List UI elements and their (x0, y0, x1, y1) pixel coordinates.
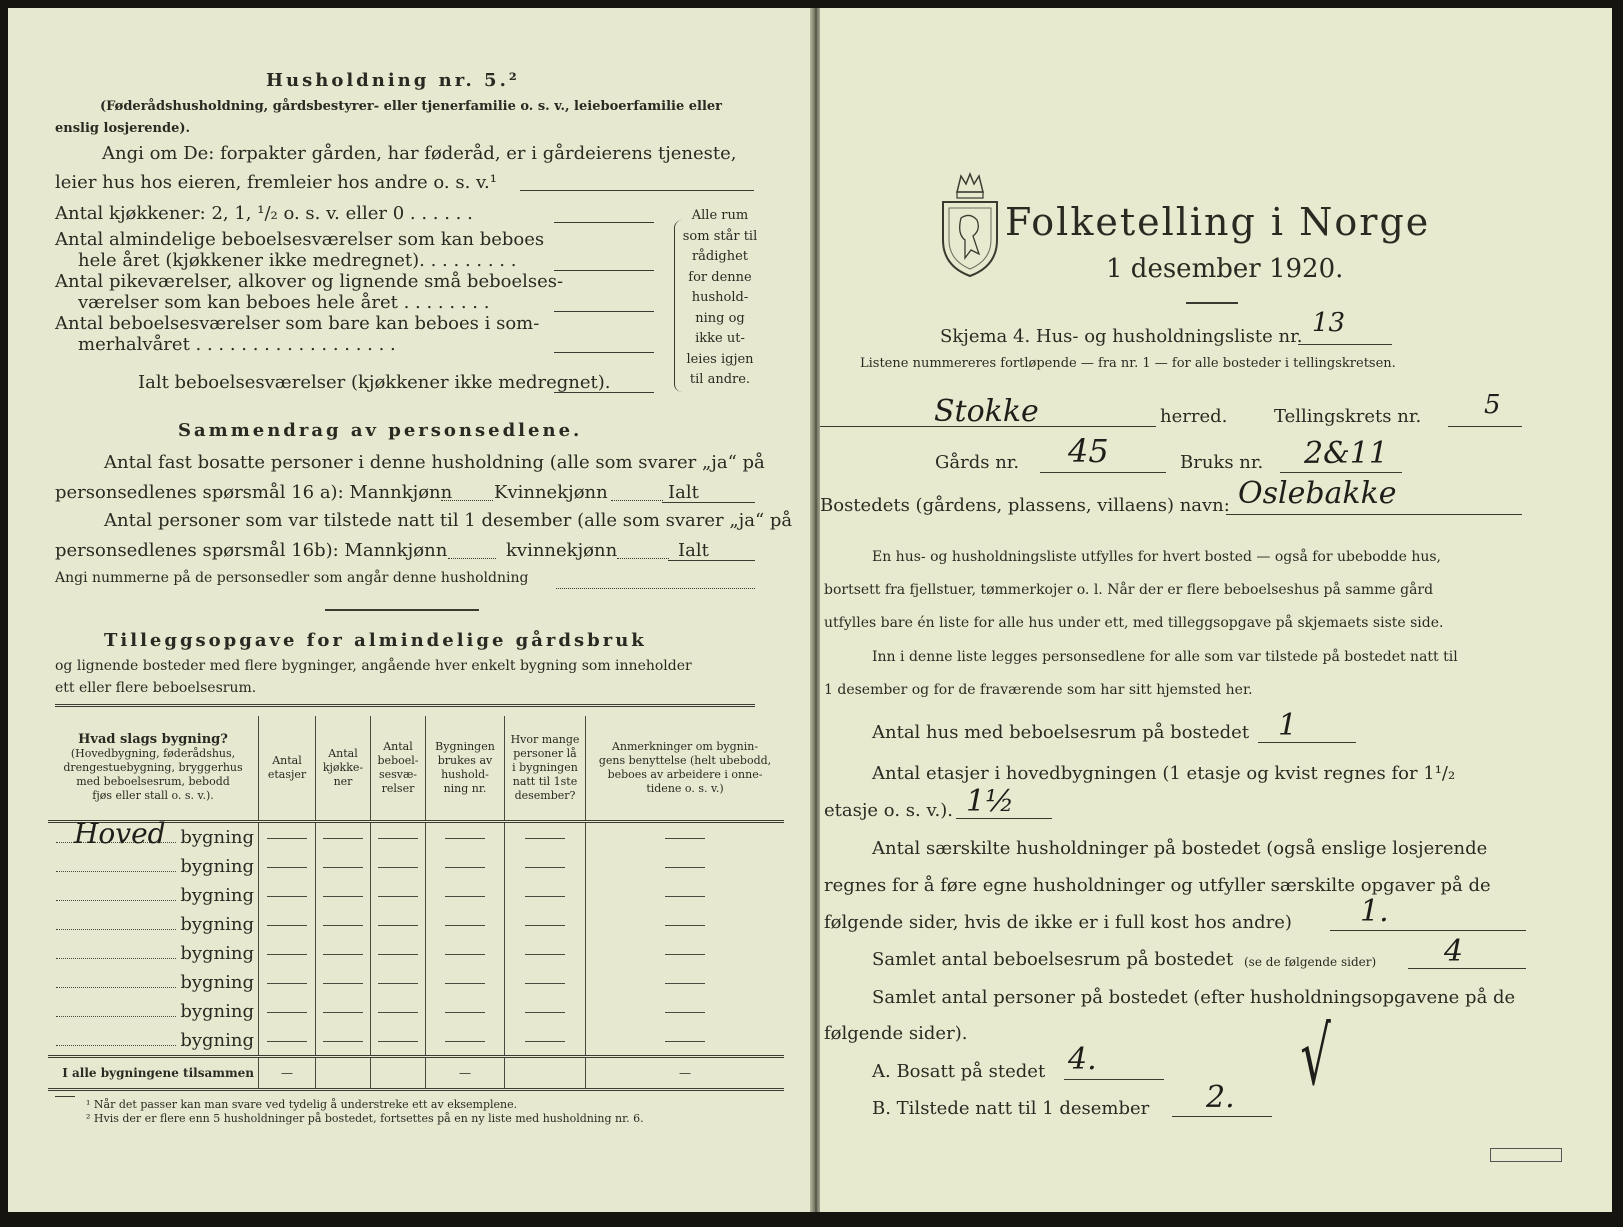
cell-line (378, 838, 418, 839)
building-type-cell[interactable] (48, 997, 259, 1026)
header-line: kjøkke- (322, 761, 364, 774)
cell-line (378, 1012, 418, 1013)
cell-line (665, 925, 705, 926)
table-cell[interactable] (426, 939, 505, 968)
table-cell[interactable] (586, 881, 785, 910)
question-small-rooms-1: Antal pikeværelser, alkover og lignende små beboelses- (55, 271, 564, 292)
cell-line (445, 1041, 485, 1042)
cell-line (323, 983, 363, 984)
table-row (48, 997, 784, 1026)
cell-line (267, 1012, 307, 1013)
sammendrag-title: Sammendrag av personsedlene. (178, 420, 583, 441)
norway-coat-of-arms-icon (935, 170, 1005, 280)
header-line: med beboelsesrum, bebodd (76, 775, 230, 788)
header-line: Antal (383, 740, 413, 753)
instruction-2: bortsett fra fjellstuer, tømmerkojer o. l. Når der er flere beboelseshus på samme gård (824, 582, 1434, 598)
brace-note (678, 206, 762, 391)
table-cell[interactable] (316, 910, 371, 939)
building-type-cell[interactable] (48, 1026, 259, 1057)
cell-line (445, 896, 485, 897)
table-cell[interactable] (316, 822, 371, 853)
sum-cell[interactable]: — (586, 1057, 785, 1090)
herred-value: Stokke (934, 394, 1039, 429)
header-line: natt til 1ste (512, 775, 578, 788)
angi-nummerne: Angi nummerne på de personsedler som angår denne husholdning (55, 570, 529, 586)
instruction-5: 1 desember og for de fraværende som har sitt hjemsted her. (824, 682, 1253, 698)
header-line: Bygningen (435, 740, 495, 753)
etasjer-value: 1½ (966, 784, 1015, 819)
cell-line (665, 867, 705, 868)
table-cell[interactable] (371, 968, 426, 997)
table-cell[interactable] (505, 910, 586, 939)
table-row (48, 910, 784, 939)
table-cell[interactable] (586, 939, 785, 968)
buildings-table (48, 716, 784, 1091)
building-type-cell[interactable] (48, 852, 259, 881)
table-cell[interactable] (505, 852, 586, 881)
brace-note-line: til andre. (689, 372, 751, 387)
table-cell[interactable] (316, 852, 371, 881)
cell-line (378, 1041, 418, 1042)
angi-line-1: Angi om De: forpakter gården, har føderåd, er i gårdeierens tjeneste, (102, 143, 737, 164)
table-cell[interactable] (259, 997, 316, 1026)
bruks-answer-line (1280, 472, 1402, 473)
building-type-cell[interactable] (48, 881, 259, 910)
table-cell[interactable] (316, 939, 371, 968)
table-cell[interactable] (586, 968, 785, 997)
header-line: Hvad slags bygning? (78, 732, 228, 747)
brace-note-line: ning og (695, 310, 745, 326)
sammendrag-line-4: personsedlenes spørsmål 16b): Mannkjønn (55, 540, 448, 561)
header-line: ner (333, 775, 353, 788)
answer-line-rooms (554, 270, 654, 271)
cell-line (665, 954, 705, 955)
sum-cell[interactable]: — (426, 1057, 505, 1090)
tillegg-line-2: ett eller flere beboelsesrum. (55, 680, 257, 696)
header-line: drengestuebygning, bryggerhus (63, 761, 243, 774)
cell-line (665, 896, 705, 897)
header-floors (259, 716, 316, 822)
header-line: fjøs eller stall o. s. v.). (92, 789, 214, 802)
bosted-value: Oslebakke (1238, 476, 1397, 511)
header-line: etasjer (267, 768, 307, 781)
question-rooms-2: hele året (kjøkkener ikke medregnet). . . . . . . . . (78, 250, 517, 271)
ialt-answer-line-2 (668, 560, 755, 561)
ialt-rooms-line: Ialt beboelsesværelser (kjøkkener ikke medregnet). (138, 372, 611, 393)
building-label: bygning (180, 856, 254, 877)
building-type-line (56, 958, 176, 959)
building-type-handwritten: Hoved (74, 817, 166, 850)
printer-stamp (1490, 1148, 1562, 1162)
tellingskrets-value: 5 (1484, 390, 1501, 420)
cell-line (525, 838, 565, 839)
husholdninger-line-1: Antal særskilte husholdninger på bostedet (også enslige losjerende (872, 838, 1488, 859)
cell-line (525, 1012, 565, 1013)
brace-note-line: rådighet (691, 249, 749, 264)
cell-line (665, 1041, 705, 1042)
building-label: bygning (180, 914, 254, 935)
cell-line (665, 983, 705, 984)
title-divider (1186, 302, 1238, 304)
household-subtitle-1: (Føderådshusholdning, gårdsbestyrer- eller tjenerfamilie o. s. v., leieboerfamilie eller (100, 99, 723, 114)
husholdninger-line-2: regnes for å føre egne husholdninger og utfyller særskilte opgaver på de (824, 875, 1491, 896)
bosted-label: Bostedets (gårdens, plassens, villaens) navn: (820, 495, 1230, 516)
table-cell[interactable] (316, 968, 371, 997)
cell-line (525, 1041, 565, 1042)
tilstede-label: B. Tilstede natt til 1 desember (872, 1098, 1150, 1119)
header-line: (Hovedbygning, føderådshus, (70, 747, 236, 760)
header-line: Antal (272, 754, 302, 767)
cell-line (445, 838, 485, 839)
kvinne-label: Kvinnekjønn (494, 482, 608, 503)
tellingskrets-answer-line (1448, 426, 1522, 427)
header-kitchens (316, 716, 371, 822)
cell-line (525, 896, 565, 897)
building-type-line (56, 1045, 176, 1046)
instruction-4: Inn i denne liste legges personsedlene for alle som var tilstede på bostedet natt til (872, 649, 1458, 665)
gards-label: Gårds nr. (935, 452, 1020, 473)
header-line: Hvor mange (510, 733, 580, 746)
cell-line (378, 954, 418, 955)
table-cell[interactable] (586, 1026, 785, 1057)
etasjer-line-1: Antal etasjer i hovedbygningen (1 etasje og kvist regnes for 1¹/₂ (872, 763, 1456, 784)
herred-label: herred. (1160, 406, 1228, 427)
table-cell[interactable] (259, 939, 316, 968)
check-mark: √ (1300, 1010, 1331, 1103)
sum-cell[interactable]: — (259, 1057, 316, 1090)
bosatt-label: A. Bosatt på stedet (872, 1061, 1046, 1082)
footnote-rule (55, 1096, 75, 1097)
samlet-personer-line-2: følgende sider). (824, 1023, 968, 1044)
table-cell[interactable] (371, 822, 426, 853)
table-cell[interactable] (371, 910, 426, 939)
building-label: bygning (180, 827, 254, 848)
table-cell[interactable] (426, 968, 505, 997)
bruks-label: Bruks nr. (1180, 452, 1264, 473)
cell-line (267, 838, 307, 839)
table-cell[interactable] (371, 881, 426, 910)
brace-note-line: hushold- (691, 290, 749, 305)
table-cell[interactable] (586, 822, 785, 853)
sammendrag-line-3: Antal personer som var tilstede natt til 1 desember (alle som svarer „ja“ på (104, 510, 793, 531)
husholdninger-value: 1. (1360, 894, 1389, 929)
bosatt-answer-line (1064, 1079, 1164, 1080)
cell-line (665, 1012, 705, 1013)
answer-line-kitchens (554, 222, 654, 223)
brace-note-line: Alle rum (691, 208, 749, 223)
cell-line (267, 983, 307, 984)
cell-line (378, 925, 418, 926)
building-type-line (56, 987, 176, 988)
cell-line (378, 983, 418, 984)
instruction-1: En hus- og husholdningsliste utfylles for hvert bosted — også for ubebodde hus, (872, 549, 1441, 565)
cell-line (445, 1012, 485, 1013)
table-cell[interactable] (426, 997, 505, 1026)
instruction-3: utfylles bare én liste for alle hus under ett, med tilleggsopgave på skjemaets siste side. (824, 615, 1444, 631)
building-type-cell[interactable] (48, 968, 259, 997)
kvinne-label-2: kvinnekjønn (506, 540, 618, 561)
header-building-type (48, 716, 259, 822)
table-cell[interactable] (426, 910, 505, 939)
tellingskrets-label: Tellingskrets nr. (1274, 406, 1422, 427)
cell-line (525, 867, 565, 868)
building-type-line (56, 900, 176, 901)
header-remarks (586, 716, 785, 822)
antal-hus-label: Antal hus med beboelsesrum på bostedet (872, 722, 1250, 743)
table-cell[interactable] (505, 997, 586, 1026)
skjema-answer-line (1298, 344, 1392, 345)
census-date: 1 desember 1920. (1106, 254, 1344, 284)
answer-line-summer (554, 352, 654, 353)
answer-line-small-rooms (554, 311, 654, 312)
sammendrag-line-1: Antal fast bosatte personer i denne husholdning (alle som svarer „ja“ på (104, 452, 765, 473)
listene-note: Listene nummereres fortløpende — fra nr. 1 — for alle bosteder i tellingskretsen. (860, 356, 1396, 371)
building-label: bygning (180, 885, 254, 906)
header-rooms (371, 716, 426, 822)
table-cell[interactable] (426, 1026, 505, 1057)
header-persons (505, 716, 586, 822)
table-row (48, 968, 784, 997)
samlet-rum-value: 4 (1444, 934, 1464, 969)
table-cell[interactable] (259, 822, 316, 853)
angi-line-2: leier hus hos eieren, fremleier hos andre o. s. v.¹ (55, 172, 497, 193)
table-cell[interactable] (426, 852, 505, 881)
building-type-cell[interactable] (48, 910, 259, 939)
table-cell[interactable] (316, 1026, 371, 1057)
sum-label: I alle bygningene tilsammen (48, 1057, 259, 1090)
header-line: sesvæ- (378, 768, 418, 781)
footnote-1: ¹ Når det passer kan man svare ved tydelig å understreke ett av eksemplene. (86, 1098, 518, 1111)
building-type-cell[interactable] (48, 939, 259, 968)
header-line: i bygningen (512, 761, 578, 774)
ialt-label-2: Ialt (678, 540, 709, 561)
cell-line (323, 867, 363, 868)
brace-note-line: ikke ut- (695, 331, 745, 346)
antal-hus-value: 1 (1278, 708, 1298, 743)
cell-line (445, 925, 485, 926)
cell-line (323, 896, 363, 897)
table-header-row (48, 716, 784, 822)
header-line: Antal (328, 747, 358, 760)
table-cell[interactable] (586, 910, 785, 939)
cell-line (267, 954, 307, 955)
header-line: beboes av arbeidere i onne- (607, 768, 763, 781)
ialt-label-1: Ialt (668, 482, 699, 503)
table-row (48, 881, 784, 910)
cell-line (378, 867, 418, 868)
samlet-rum-label: Samlet antal beboelsesrum på bostedet (872, 949, 1234, 970)
cell-line (445, 983, 485, 984)
table-cell[interactable] (426, 822, 505, 853)
cell-line (525, 954, 565, 955)
building-label: bygning (180, 943, 254, 964)
cell-line (323, 925, 363, 926)
tilstede-value: 2. (1206, 1080, 1235, 1115)
table-row (48, 822, 784, 853)
household-subtitle-2: enslig losjerende). (55, 121, 191, 136)
cell-line (267, 896, 307, 897)
brace-note-line: som står til (682, 228, 758, 244)
table-row (48, 939, 784, 968)
answer-line-ialt (554, 392, 654, 393)
table-cell[interactable] (316, 881, 371, 910)
header-line: desember? (514, 789, 576, 802)
header-line: tidene o. s. v.) (646, 782, 724, 795)
table-cell[interactable] (426, 881, 505, 910)
building-label: bygning (180, 972, 254, 993)
samlet-personer-line-1: Samlet antal personer på bostedet (efter husholdningsopgavene på de (872, 987, 1516, 1008)
building-type-line (56, 871, 176, 872)
kvinne-answer-line-2 (617, 558, 669, 559)
table-cell[interactable] (371, 939, 426, 968)
cell-line (525, 925, 565, 926)
sum-cell[interactable] (371, 1057, 426, 1090)
tillegg-line-1: og lignende bosteder med flere bygninger, angående hver enkelt bygning som inneholder (55, 658, 692, 674)
sum-row (48, 1057, 784, 1090)
mann-answer-line-2 (448, 558, 496, 559)
header-line: hushold- (441, 768, 489, 781)
cell-line (525, 983, 565, 984)
husholdninger-answer-line (1330, 930, 1526, 931)
table-cell[interactable] (259, 910, 316, 939)
table-cell[interactable] (259, 881, 316, 910)
building-type-cell[interactable] (48, 817, 259, 853)
building-label: bygning (180, 1001, 254, 1022)
sammendrag-line-2: personsedlenes spørsmål 16 a): Mannkjønn (55, 482, 453, 503)
skjema-label: Skjema 4. Hus- og husholdningsliste nr. (940, 326, 1303, 347)
cell-line (323, 1041, 363, 1042)
table-cell[interactable] (316, 997, 371, 1026)
table-cell[interactable] (505, 1026, 586, 1057)
table-cell[interactable] (371, 1026, 426, 1057)
brace-note-line: for denne (688, 269, 752, 285)
cell-line (445, 954, 485, 955)
census-title: Folketelling i Norge (1005, 200, 1431, 244)
header-line: gens benyttelse (helt ubebodd, (598, 754, 772, 767)
cell-line (267, 1041, 307, 1042)
antal-hus-answer-line (1258, 742, 1356, 743)
building-type-line (56, 1016, 176, 1017)
bosted-answer-line (1226, 514, 1522, 515)
question-small-rooms-2: værelser som kan beboes hele året . . . . . . . . (78, 292, 490, 313)
header-line: personer lå (513, 747, 577, 760)
gards-value: 45 (1068, 432, 1109, 470)
header-line: Anmerkninger om bygnin- (611, 740, 759, 753)
herred-answer-line (820, 426, 1156, 427)
samlet-rum-answer-line (1408, 968, 1526, 969)
cell-line (378, 896, 418, 897)
table-cell[interactable] (505, 968, 586, 997)
sum-cell[interactable] (316, 1057, 371, 1090)
cell-line (267, 867, 307, 868)
table-cell[interactable] (505, 822, 586, 853)
table-cell[interactable] (259, 1026, 316, 1057)
etasjer-answer-line (956, 818, 1052, 819)
tilstede-answer-line (1172, 1116, 1272, 1117)
angi-answer-line (520, 190, 754, 191)
sum-cell[interactable] (505, 1057, 586, 1090)
building-type-line (56, 929, 176, 930)
cell-line (267, 925, 307, 926)
cell-line (445, 867, 485, 868)
header-line: ning nr. (443, 782, 487, 795)
question-summer-2: merhalvåret . . . . . . . . . . . . . . . . . . (78, 334, 396, 355)
header-line: beboel- (377, 754, 419, 767)
cell-line (665, 838, 705, 839)
gards-answer-line (1040, 472, 1166, 473)
bruks-value: 2&11 (1304, 436, 1388, 471)
section-divider (325, 609, 479, 611)
mann-answer-line (441, 500, 493, 501)
header-line: relser (381, 782, 415, 795)
samlet-rum-small: (se de følgende sider) (1244, 955, 1377, 969)
header-household-no (426, 716, 505, 822)
question-kitchens: Antal kjøkkener: 2, 1, ¹/₂ o. s. v. eller 0 . . . . . . (55, 203, 473, 224)
table-cell[interactable] (586, 997, 785, 1026)
table-cell[interactable] (371, 852, 426, 881)
etasjer-line-2: etasje o. s. v.). (824, 800, 953, 821)
husholdninger-line-3: følgende sider, hvis de ikke er i full kost hos andre) (824, 912, 1292, 933)
bosatt-value: 4. (1068, 1042, 1097, 1077)
tillegg-title: Tilleggsopgave for almindelige gårdsbruk (104, 630, 647, 651)
question-rooms-1: Antal almindelige beboelsesværelser som kan beboes (55, 229, 545, 250)
angi-nummerne-line (556, 588, 755, 589)
table-top-rule (55, 704, 755, 707)
table-cell[interactable] (371, 997, 426, 1026)
building-label: bygning (180, 1030, 254, 1051)
table-row (48, 1026, 784, 1057)
table-cell[interactable] (505, 939, 586, 968)
kvinne-answer-line (611, 500, 663, 501)
table-row (48, 852, 784, 881)
skjema-value: 13 (1312, 308, 1346, 338)
cell-line (323, 1012, 363, 1013)
table-cell[interactable] (586, 852, 785, 881)
ialt-answer-line-1 (662, 502, 755, 503)
table-cell[interactable] (505, 881, 586, 910)
table-cell[interactable] (259, 968, 316, 997)
question-summer-1: Antal beboelsesværelser som bare kan beboes i som- (55, 313, 540, 334)
header-line: brukes av (437, 754, 493, 767)
cell-line (323, 954, 363, 955)
table-cell[interactable] (259, 852, 316, 881)
household-title: Husholdning nr. 5.² (266, 70, 520, 91)
footnote-2: ² Hvis der er flere enn 5 husholdninger på bostedet, fortsettes på en ny liste med husholdning nr. 6. (86, 1112, 644, 1125)
cell-line (323, 838, 363, 839)
brace-note-line: leies igjen (686, 351, 754, 367)
